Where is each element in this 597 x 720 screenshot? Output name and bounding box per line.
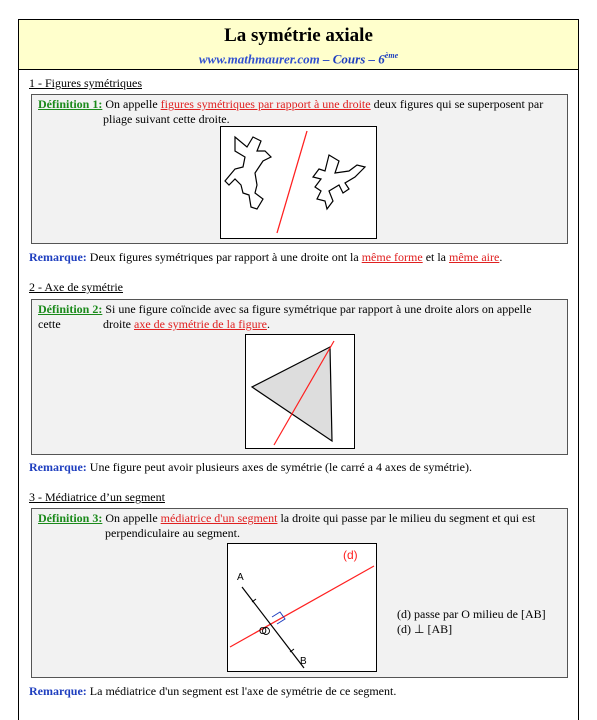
definition2-term: axe de symétrie de la figure bbox=[134, 317, 267, 331]
bisector-notes bbox=[397, 607, 546, 637]
bisector-diagram bbox=[227, 543, 377, 672]
label-a: A bbox=[237, 572, 244, 583]
course-label: – Cours – 6 bbox=[319, 51, 385, 67]
label-d: (d) bbox=[343, 548, 358, 562]
original-figure bbox=[225, 137, 271, 209]
symmetric-figures-svg bbox=[221, 127, 376, 238]
remark3 bbox=[29, 684, 569, 699]
definition2-label: Définition 2: bbox=[38, 302, 103, 316]
page-subtitle bbox=[19, 48, 578, 67]
bisector-svg bbox=[228, 544, 376, 671]
remark2 bbox=[29, 460, 569, 475]
symmetric-figure bbox=[313, 155, 365, 209]
section3-heading: 3 - Médiatrice d’un segment bbox=[29, 490, 165, 504]
definition1-text bbox=[38, 97, 553, 112]
definition1-box bbox=[31, 94, 568, 244]
bisector-note-1: (d) passe par O milieu de [AB] bbox=[397, 607, 546, 621]
bisector-note-2: (d) ⊥ [AB] bbox=[397, 622, 453, 636]
definition3-box bbox=[31, 508, 568, 678]
remark1-mid: et la bbox=[422, 250, 450, 264]
triangle-axis-diagram bbox=[245, 334, 355, 449]
definition1-post: deux figures qui se superposent par bbox=[370, 97, 544, 111]
remark1-label: Remarque: bbox=[29, 250, 87, 264]
definition3-term: médiatrice d'un segment bbox=[160, 511, 278, 525]
definition3-line2: perpendiculaire au segment. bbox=[105, 526, 240, 540]
perpendicular-bisector bbox=[230, 566, 374, 647]
remark1-post: . bbox=[499, 250, 503, 264]
isosceles-triangle bbox=[252, 347, 332, 441]
remark1 bbox=[29, 250, 569, 265]
definition2-box bbox=[31, 299, 568, 455]
definition2-line1: Si une figure coïncide avec sa figure symétrique par rapport à une droite alors on appelle cette bbox=[38, 302, 532, 331]
section1-heading: 1 - Figures symétriques bbox=[29, 76, 142, 90]
definition1-pre: On appelle bbox=[102, 97, 161, 111]
label-o: O bbox=[259, 626, 267, 637]
remark1-term2: même aire bbox=[449, 250, 500, 264]
page-title: La symétrie axiale bbox=[224, 25, 373, 46]
segment-ab bbox=[242, 587, 304, 668]
definition3-pre: On appelle bbox=[102, 511, 161, 525]
remark1-term1: même forme bbox=[361, 250, 423, 264]
grade-sup: ème bbox=[384, 51, 399, 60]
remark2-label: Remarque: bbox=[29, 460, 87, 474]
definition1-line2: pliage suivant cette droite. bbox=[103, 112, 230, 126]
symmetric-figures-diagram bbox=[220, 126, 377, 239]
remark1-pre: Deux figures symétriques par rapport à une droite ont la bbox=[86, 250, 362, 264]
remark3-label: Remarque: bbox=[29, 684, 87, 698]
symmetry-axis bbox=[277, 131, 307, 233]
definition3-post: la droite qui passe par le milieu du segment et qui est bbox=[277, 511, 536, 525]
definition3-text bbox=[38, 511, 553, 526]
triangle-svg bbox=[246, 335, 354, 448]
definition1-term: figures symétriques par rapport à une droite bbox=[160, 97, 371, 111]
remark2-text: Une figure peut avoir plusieurs axes de symétrie (le carré a 4 axes de symétrie). bbox=[86, 460, 472, 474]
definition2-post2: . bbox=[266, 317, 270, 331]
definition1-label: Définition 1: bbox=[38, 97, 103, 111]
sheet-header bbox=[19, 20, 578, 70]
definition2-pre2: droite bbox=[103, 317, 134, 331]
label-b: B bbox=[300, 656, 307, 667]
site-link[interactable]: www.mathmaurer.com bbox=[198, 51, 320, 67]
remark3-text: La médiatrice d'un segment est l'axe de symétrie de ce segment. bbox=[86, 684, 397, 698]
definition2-line2 bbox=[103, 317, 597, 332]
definition3-label: Définition 3: bbox=[38, 511, 103, 525]
section2-heading: 2 - Axe de symétrie bbox=[29, 280, 123, 294]
course-sheet bbox=[18, 19, 579, 720]
